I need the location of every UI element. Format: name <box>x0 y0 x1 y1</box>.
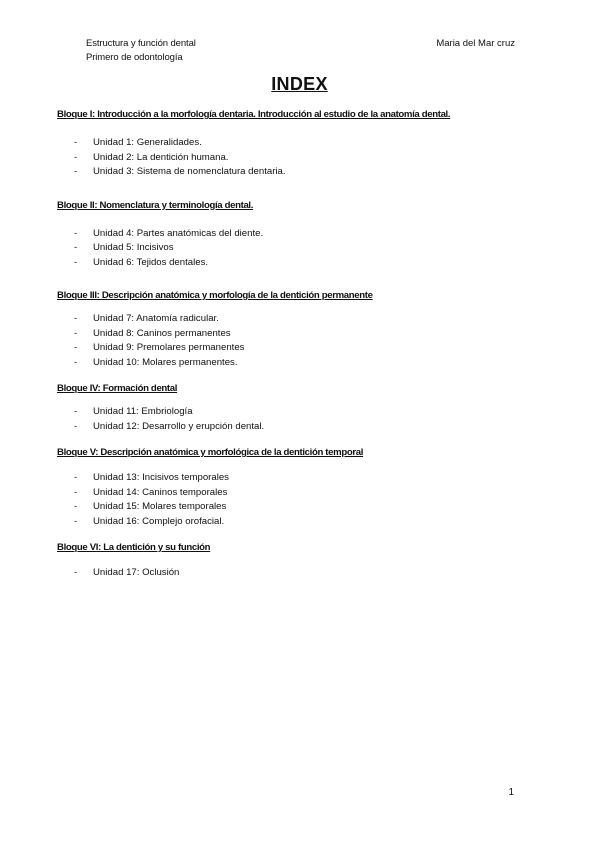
unit-label: Unidad 6: Tejidos dentales. <box>93 256 209 268</box>
bloque-title: Bloque VI: La dentición y su función <box>57 542 211 553</box>
page-title: INDEX <box>271 74 328 94</box>
unit-label: Unidad 1: Generalidades. <box>93 137 202 148</box>
list-item <box>57 327 547 342</box>
list-item <box>57 515 547 530</box>
list-item <box>57 500 547 515</box>
unit-label: Unidad 12: Desarrollo y erupción dental. <box>93 420 265 432</box>
bloque-section <box>57 382 547 434</box>
unit-list <box>57 471 547 529</box>
list-item <box>57 241 547 256</box>
bullet-dash: - <box>74 256 78 268</box>
unit-list <box>57 312 547 370</box>
bullet-dash: - <box>74 501 78 512</box>
list-item <box>57 486 547 501</box>
list-item <box>57 405 547 420</box>
bloque-title: Bloque IV: Formación dental <box>57 383 178 394</box>
bullet-dash: - <box>74 406 78 417</box>
bullet-dash: - <box>74 166 78 177</box>
unit-label: Unidad 16: Complejo orofacial. <box>93 515 225 527</box>
unit-label: Unidad 8: Caninos permanentes <box>93 327 231 339</box>
list-item <box>57 341 547 356</box>
bloque-section <box>57 446 547 529</box>
unit-label: Unidad 5: Incisivos <box>93 242 174 253</box>
bullet-dash: - <box>74 342 78 353</box>
bullet-dash: - <box>74 486 78 498</box>
header-year: Primero de odontología <box>86 52 183 63</box>
bullet-dash: - <box>74 515 78 527</box>
page-number: 1 <box>508 787 514 798</box>
list-item <box>57 312 547 327</box>
list-item <box>57 165 547 180</box>
bloque-section <box>57 289 547 370</box>
list-item <box>57 356 547 371</box>
header-course: Estructura y función dental <box>86 38 196 49</box>
bullet-dash: - <box>74 313 78 324</box>
bloque-title: Bloque V: Descripción anatómica y morfológica de la dentición temporal <box>57 447 364 458</box>
header-left <box>86 37 196 65</box>
unit-label: Unidad 7: Anatomía radicular. <box>93 313 219 324</box>
unit-list <box>57 405 547 434</box>
list-item <box>57 151 547 166</box>
list-item <box>57 227 547 242</box>
list-item <box>57 471 547 486</box>
bullet-dash: - <box>74 327 78 339</box>
bullet-dash: - <box>74 472 78 483</box>
unit-label: Unidad 10: Molares permanentes. <box>93 356 238 368</box>
unit-label: Unidad 4: Partes anatómicas del diente. <box>93 227 264 239</box>
bullet-dash: - <box>74 227 78 239</box>
bullet-dash: - <box>74 567 78 578</box>
bloque-title: Bloque I: Introducción a la morfología dentaria. Introducción al estudio de la anatomía dental. <box>57 109 451 120</box>
unit-label: Unidad 13: Incisivos temporales <box>93 472 229 483</box>
unit-list <box>57 227 547 271</box>
bullet-dash: - <box>74 137 78 148</box>
bullet-dash: - <box>74 242 78 253</box>
unit-label: Unidad 11: Embriología <box>93 406 193 417</box>
unit-list <box>57 566 547 581</box>
unit-label: Unidad 15: Molares temporales <box>93 501 227 512</box>
bloque-title: Bloque III: Descripción anatómica y morfología de la dentición permanente <box>57 290 373 301</box>
unit-label: Unidad 3: Sistema de nomenclatura dentaria. <box>93 166 286 177</box>
list-item <box>57 566 547 581</box>
list-item <box>57 136 547 151</box>
bloque-section <box>57 108 547 180</box>
list-item <box>57 420 547 435</box>
unit-label: Unidad 17: Oclusión <box>93 567 180 578</box>
bloque-section <box>57 199 547 271</box>
unit-label: Unidad 9: Premolares permanentes <box>93 342 245 353</box>
bloque-section <box>57 541 547 581</box>
unit-label: Unidad 14: Caninos temporales <box>93 486 228 498</box>
bullet-dash: - <box>74 420 78 432</box>
bullet-dash: - <box>74 356 78 368</box>
unit-label: Unidad 2: La dentición humana. <box>93 151 229 163</box>
bullet-dash: - <box>74 151 78 163</box>
index-content <box>57 108 547 581</box>
list-item <box>57 256 547 271</box>
header-author: Maria del Mar cruz <box>436 38 515 49</box>
bloque-title: Bloque II: Nomenclatura y terminología dental. <box>57 199 254 211</box>
unit-list <box>57 136 547 180</box>
